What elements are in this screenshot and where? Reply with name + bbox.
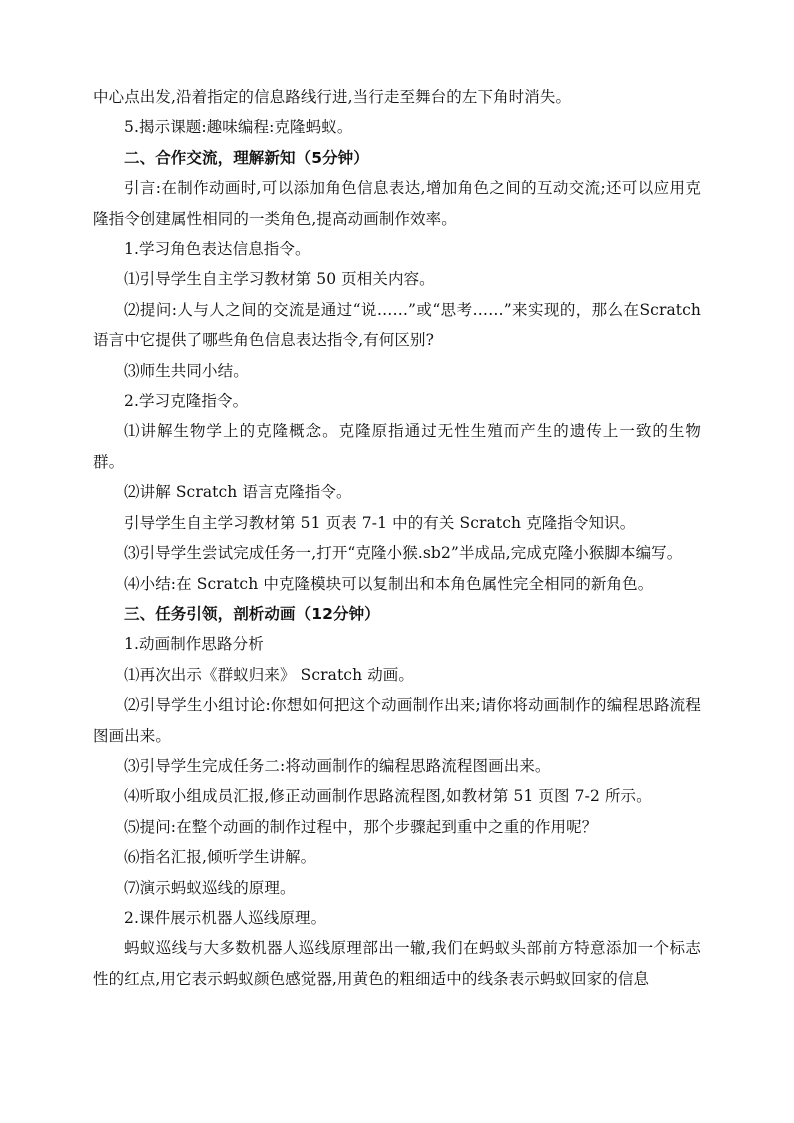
paragraph: 中心点出发,沿着指定的信息路线行进,当行走至舞台的左下角时消失。 <box>93 88 572 106</box>
section-heading: 三、任务引领，剖析动画（12分钟） <box>124 604 380 623</box>
paragraph: 蚂蚁巡线与大多数机器人巡线原理部出一辙,我们在蚂蚁头部前方特意添加一个标志性的红点,用它表示蚂蚁颜色感觉器,用黄色的粗细适中的线条表示蚂蚁回家的信息 <box>93 939 701 988</box>
paragraph: ⑶引导学生完成任务二:将动画制作的编程思路流程图画出来。 <box>124 756 551 775</box>
paragraph: 1.动画制作思路分析 <box>124 635 264 654</box>
paragraph: ⑶师生共同小结。 <box>124 361 249 380</box>
paragraph: 2.课件展示机器人巡线原理。 <box>124 908 327 927</box>
paragraph: ⑷听取小组成员汇报,修正动画制作思路流程图,如教材第 51 页图 7-2 所示。 <box>124 787 652 806</box>
paragraph: 引言:在制作动画时,可以添加角色信息表达,增加角色之间的互动交流;还可以应用克隆指令创建属性相同的一类角色,提高动画制作效率。 <box>93 179 701 228</box>
paragraph: ⑵讲解 Scratch 语言克隆指令。 <box>124 483 352 502</box>
paragraph: ⑹指名汇报,倾听学生讲解。 <box>124 848 317 867</box>
paragraph: ⑸提问:在整个动画的制作过程中，那个步骤起到重中之重的作用呢？ <box>124 817 598 836</box>
paragraph: ⑵提问:人与人之间的交流是通过“说……”或“思考……”来实现的，那么在Scratch 语言中它提供了哪些角色信息表达指令,有何区别? <box>93 300 701 350</box>
paragraph: 1.学习角色表达信息指令。 <box>124 240 311 259</box>
paragraph: ⑷小结:在 Scratch 中克隆模块可以复制出和本角色属性完全相同的新角色。 <box>124 574 654 593</box>
paragraph: ⑶引导学生尝试完成任务一,打开“克隆小猴.sb2”半成品,完成克隆小猴脚本编写。 <box>124 544 683 563</box>
paragraph: 2.学习克隆指令。 <box>124 392 249 411</box>
paragraph: ⑵引导学生小组讨论:你想如何把这个动画制作出来;请你将动画制作的编程思路流程图画出来。 <box>93 696 701 745</box>
paragraph: ⑺演示蚂蚁巡线的原理。 <box>124 878 296 897</box>
paragraph: 5.揭示课题:趣味编程:克隆蚂蚁。 <box>124 118 353 137</box>
paragraph: ⑴引导学生自主学习教材第 50 页相关内容。 <box>124 270 435 289</box>
paragraph: ⑴讲解生物学上的克隆概念。克隆原指通过无性生殖而产生的遗传上一致的生物群。 <box>93 422 701 471</box>
paragraph: 引导学生自主学习教材第 51 页表 7-1 中的有关 Scratch 克隆指令知识。 <box>124 513 636 532</box>
section-heading: 二、合作交流，理解新知（5分钟） <box>124 148 369 167</box>
document-body <box>93 82 701 994</box>
paragraph: ⑴再次出示《群蚁归来》 Scratch 动画。 <box>124 665 414 684</box>
